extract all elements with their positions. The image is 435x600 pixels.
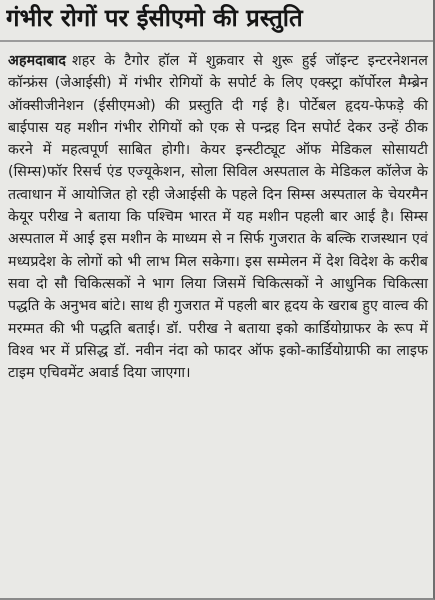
article-text: शहर के टैगोर हॉल में शुक्रवार से शुरू हुई जॉइन्ट इन्टरनेशनल कॉन्फ्रंस (जेआईसी) में गंभीर रोगियों के सपोर्ट के लिए एक्स्ट्रा कॉर्पोरल मैम्ब्रेन ऑक्सीजीनेशन (ईसीएमओ) की प्रस्तुति दी गई है। पोर्टेबल हृदय-फेफड़े की बाईपास यह मशीन गंभीर रोगियों को एक से पन्द्रह दिन सपोर्ट देकर उन्हें ठीक करने में महत्वपूर्ण साबित होगी। केयर इन्स्टीट्यूट ऑफ मेडिकल सोसायटी (सिम्स)फॉर रिसर्च एंड एज्यूकेशन, सोला सिविल अस्पताल के मेडिकल कॉलेज के तत्वाधान में आयोजित हो रही जेआईसी के पहले दिन सिम्स अस्पताल के चेयरमैन केयूर परीख ने बताया कि पश्चिम भारत में यह मशीन पहली बार आई है। सिम्स अस्पताल में आई इस मशीन के माध्यम से न सिर्फ गुजरात के बल्कि राजस्थान एवं मध्यप्रदेश के लोगों को भी लाभ मिल सकेगा। इस सम्मेलन में देश विदेश के करीब सवा दो सौ चिकित्सकों ने भाग लिया जिसमें चिकित्सकों ने आधुनिक चिकित्सा पद्धति के अनुभव बांटे। साथ ही गुजरात में पहली बार हृदय के खराब हुए वाल्व की मरम्मत की भी पद्धति बताई। डॉ. परीख ने बताया इको कार्डियोग्राफर के रूप में विश्व भर में प्रसिद्ध डॉ. नवीन नंदा को फादर ऑफ इको-कार्डियोग्राफी का लाइफ टाइम एचिवमेंट अवार्ड दिया जाएगा। xyxy=(8,53,428,382)
dateline: अहमदाबाद xyxy=(8,53,66,69)
headline-divider xyxy=(0,40,433,42)
article-body xyxy=(8,50,428,384)
headline: गंभीर रोगों पर ईसीएमो की प्रस्तुति xyxy=(6,4,303,32)
